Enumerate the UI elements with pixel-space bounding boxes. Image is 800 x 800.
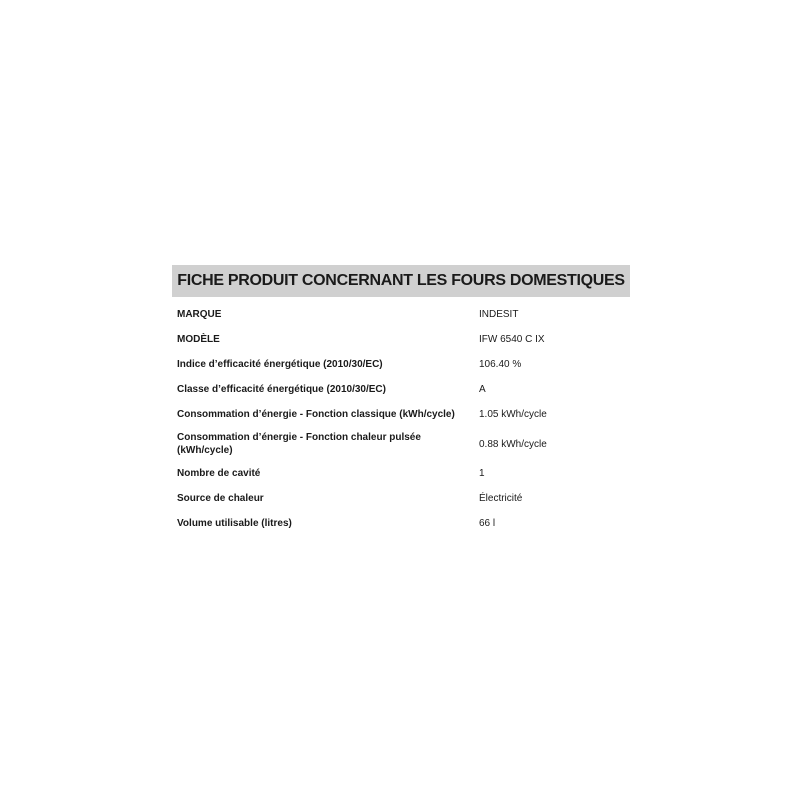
row-value: 1 <box>479 468 485 479</box>
row-value: 0.88 kWh/cycle <box>479 438 547 450</box>
row-usable-volume <box>172 511 630 536</box>
row-model <box>172 327 630 352</box>
fiche-title: FICHE PRODUIT CONCERNANT LES FOURS DOMESTIQUES <box>172 265 630 297</box>
product-fiche <box>172 265 630 536</box>
fiche-table <box>172 302 630 536</box>
row-brand <box>172 302 630 327</box>
row-value: 106.40 % <box>479 359 522 370</box>
row-label: MODÈLE <box>177 334 220 345</box>
row-label: Source de chaleur <box>177 493 264 504</box>
row-consumption-fan <box>172 427 630 461</box>
row-value: 66 l <box>479 518 496 529</box>
row-cavity-count <box>172 461 630 486</box>
row-label: MARQUE <box>177 309 222 320</box>
row-value: INDESIT <box>479 309 519 320</box>
row-label: Consommation d’énergie - Fonction chaleur pulsée (kWh/cycle) <box>177 432 421 456</box>
row-label: Consommation d’énergie - Fonction classique (kWh/cycle) <box>177 409 455 420</box>
row-energy-efficiency-index <box>172 352 630 377</box>
row-value: Électricité <box>479 493 523 504</box>
row-energy-class <box>172 377 630 402</box>
row-label: Indice d’efficacité énergétique (2010/30/EC) <box>177 359 383 370</box>
row-value: 1.05 kWh/cycle <box>479 409 547 420</box>
row-value: A <box>479 384 486 395</box>
row-label: Classe d’efficacité énergétique (2010/30/EC) <box>177 384 386 395</box>
row-value: IFW 6540 C IX <box>479 334 545 345</box>
row-label: Volume utilisable (litres) <box>177 518 292 529</box>
row-label: Nombre de cavité <box>177 468 261 479</box>
row-heat-source <box>172 486 630 511</box>
row-consumption-classic <box>172 402 630 427</box>
